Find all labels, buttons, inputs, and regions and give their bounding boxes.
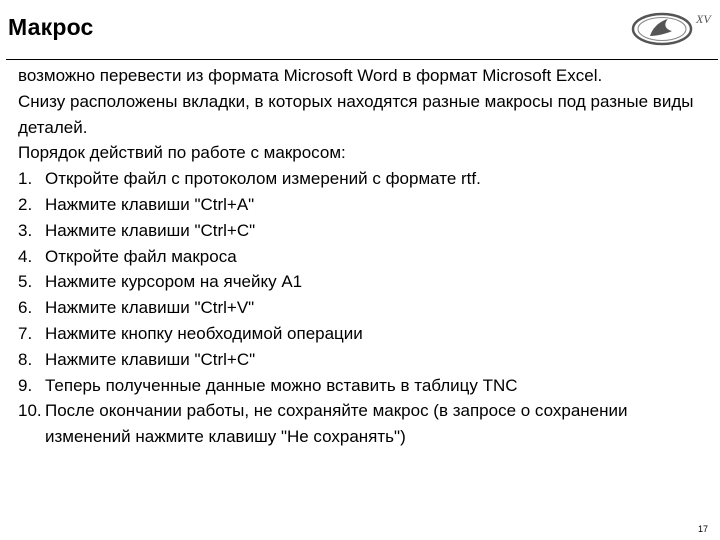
- list-item: [18, 218, 708, 244]
- step-text: Откройте файл макроса: [45, 246, 237, 266]
- list-item: [18, 166, 708, 192]
- slide-title: Макрос: [8, 14, 94, 40]
- step-text: Откройте файл с протоколом измерений с формате rtf.: [45, 169, 481, 189]
- step-number: 3.: [18, 220, 33, 240]
- step-text: Нажмите клавиши "Ctrl+C": [45, 349, 256, 369]
- step-number: 6.: [18, 298, 33, 318]
- list-item: [18, 321, 708, 347]
- step-number: 9.: [18, 375, 33, 395]
- page-number: 17: [697, 524, 708, 534]
- step-number: 2.: [18, 194, 33, 214]
- step-number: 1.: [18, 169, 33, 189]
- step-text: Нажмите клавиши "Ctrl+V": [45, 298, 255, 318]
- step-text: Нажмите клавиши "Ctrl+A": [45, 194, 255, 214]
- title-divider: [6, 59, 718, 60]
- step-text: Нажмите кнопку необходимой операции: [45, 323, 363, 343]
- step-number: 7.: [18, 323, 33, 343]
- list-item: [18, 398, 708, 450]
- list-item: [18, 373, 708, 399]
- body-paragraph: Снизу расположены вкладки, в которых находятся разные макросы под разные виды деталей.: [18, 91, 694, 137]
- list-item: [18, 244, 708, 270]
- body-paragraph: возможно перевести из формата Microsoft Word в формат Microsoft Excel.: [18, 66, 603, 85]
- step-text: После окончании работы, не сохраняйте макрос (в запросе о сохранении изменений нажмите клавишу "Не сохранять"): [45, 401, 628, 447]
- list-item: [18, 192, 708, 218]
- list-item: [18, 295, 708, 321]
- step-text: Нажмите курсором на ячейку A1: [45, 272, 303, 292]
- list-item: [18, 347, 708, 373]
- step-text: Теперь полученные данные можно вставить в таблицу TNC: [45, 375, 518, 395]
- step-number: 10.: [18, 401, 42, 421]
- logo-text: XV: [696, 12, 711, 26]
- step-number: 8.: [18, 349, 33, 369]
- step-number: 5.: [18, 272, 33, 292]
- steps-list: [18, 166, 708, 450]
- list-item: [18, 269, 708, 295]
- step-number: 4.: [18, 246, 33, 266]
- lada-logo-icon: [628, 6, 718, 48]
- step-text: Нажмите клавиши "Ctrl+C": [45, 220, 256, 240]
- body-paragraph: Порядок действий по работе с макросом:: [18, 143, 346, 163]
- slide-body: [18, 63, 708, 450]
